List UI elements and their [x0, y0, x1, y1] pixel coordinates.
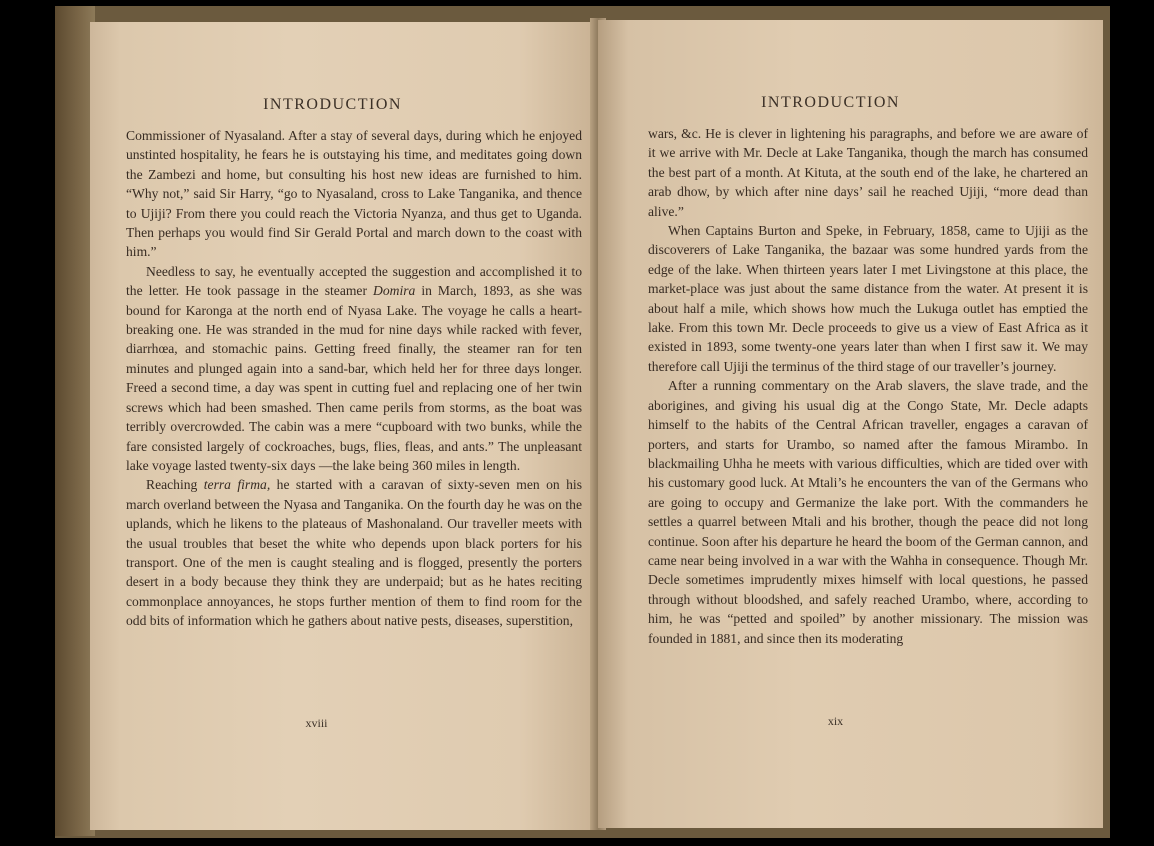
left-paragraph-2 — [126, 262, 582, 475]
left-page — [90, 22, 595, 830]
page-number-left: xviii — [305, 716, 328, 730]
left-page-text — [126, 126, 582, 631]
running-head-right: INTRODUCTION — [761, 94, 900, 111]
left-paragraph-3-rest: he started with a caravan of sixty-seven men on his march overland between the Nyasa and Tanganika. On the fourth day he was on the uplands, which he likens to the plateaus of Mashonaland. Our traveller meets with the usual troubles that beset the white who depends upon black porters for his transport. One of the men is caught stealing and is flogged, presently the porters desert in a body because they think they are underpaid; but as he hates reciting commonplace annoyances, he stops further mention of them to find room for the odd bits of information which he gathers about native pests, diseases, superstition, — [126, 477, 582, 629]
left-paragraph-3-start: Reaching — [146, 477, 198, 493]
running-head-left: INTRODUCTION — [263, 96, 402, 113]
terra-firma-phrase: terra firma, — [203, 477, 271, 493]
right-page-text — [648, 124, 1088, 648]
book-spine-edge — [55, 6, 95, 836]
left-paragraph-3 — [126, 475, 582, 630]
left-paragraph-2-rest: in March, 1893, as she was bound for Karonga at the north end of Nyasa Lake. The voyage he calls a heart-breaking one. He was stranded in the mud for nine days while racked with fever, diarrhœa, and stomachic pains. Getting freed finally, the steamer ran for ten minutes and plunged again into a sand-bar, which held her for three days longer. Freed a second time, a day was spent in cutting fuel and replacing one of her twin screws which had been smashed. Then came perils from storms, as the boat was terribly overcrowded. The cabin was a mere “cupboard with two bunks, while the fare consisted largely of cockroaches, bugs, flies, fleas, and ants.” The unpleasant lake voyage lasted twenty-six days —the lake being 360 miles in length. — [126, 283, 582, 473]
left-paragraph-2-start: Needless to say, he eventually accepted the suggestion and accomplished it to the letter. He took passage in the steamer — [126, 263, 582, 299]
left-paragraph-1: Commissioner of Nyasaland. After a stay of several days, during which he enjoyed unstinted hospitality, he fears he is outstaying his time, and meditates going down the Zambezi and home, but consulting his host new ideas are furnished to him. “Why not,” said Sir Harry, “go to Nyasaland, cross to Lake Tanganika, and thence to Ujiji? From there you could reach the Victoria Nyanza, and thus get to Uganda. Then perhaps you would find Sir Gerald Portal and march down to the coast with him.” — [126, 128, 582, 260]
right-page — [598, 20, 1103, 828]
right-paragraph-2: When Captains Burton and Speke, in February, 1858, came to Ujiji as the discoverers of Lake Tanganika, the bazaar was some hundred yards from the edge of the lake. When thirteen years later I met Livingstone at this place, the market-place was just about the same distance from the water. At present it is about half a mile, which shows how much the Lukuga outlet has emptied the lake. From this town Mr. Decle proceeds to give us a view of East Africa as it existed in 1893, some twenty-one years later than when I first saw it. We may therefore call Ujiji the terminus of the third stage of our traveller’s journey. — [648, 223, 1088, 374]
right-paragraph-3: After a running commentary on the Arab slavers, the slave trade, and the aborigines, and giving his usual dig at the Congo State, Mr. Decle adapts himself to the habits of the Central African traveller, engages a caravan of porters, and starts for Urambo, so named after the famous Mirambo. In blackmailing Uhha he meets with various difficulties, which are tided over with his customary good luck. At Mtali’s he encounters the van of the Germans who are going to occupy and Germanize the lake port. With the commanders he settles a quarrel between Mtali and his brother, though the peace did not long continue. Soon after his departure he heard the boom of the German cannon, and came near being involved in a war with the Wahha in consequence. Though Mr. Decle sometimes imprudently mixes himself with local questions, he passed through without bloodshed, and safely reached Urambo, where, according to him, he was “petted and spoiled” by another missionary. The mission was founded in 1881, and since then its moderating — [648, 378, 1088, 646]
page-number-right: xix — [827, 714, 844, 728]
right-paragraph-1: wars, &c. He is clever in lightening his paragraphs, and before we are aware of it we arrive with Mr. Decle at Lake Tanganika, though the march has consumed the best part of a month. At Kituta, at the south end of the lake, he chartered an arab dhow, by which after nine days’ sail he reached Ujiji, “more dead than alive.” — [648, 126, 1088, 219]
ship-name: Domira — [373, 283, 416, 299]
